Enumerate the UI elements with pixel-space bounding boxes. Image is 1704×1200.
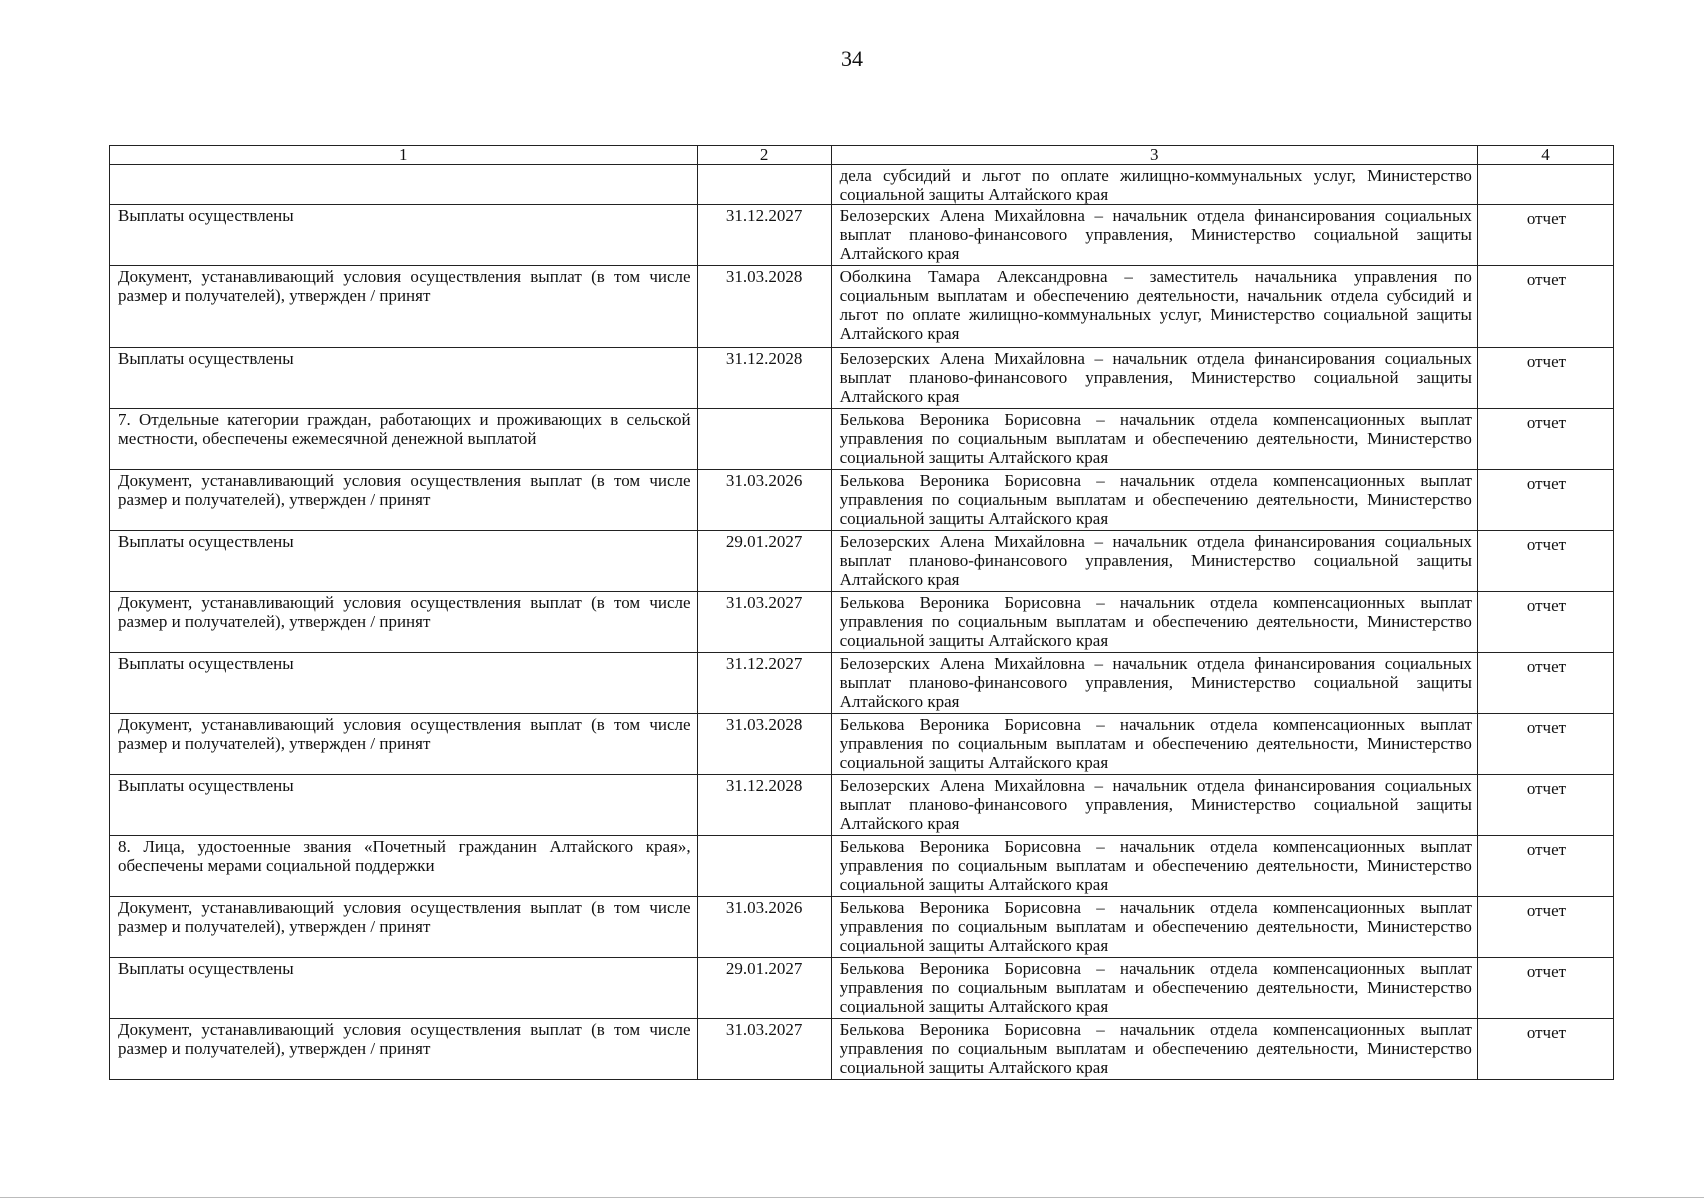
responsible-cell: Белькова Вероника Борисовна – начальник отдела компенсационных выплат управления по социальным выплатам и обеспечению деятельности, Министерство социальной защиты Алтайского края — [831, 897, 1477, 958]
date-cell: 31.12.2027 — [697, 205, 831, 266]
table-row — [110, 592, 1614, 653]
event-cell: Выплаты осуществлены — [110, 775, 698, 836]
event-cell: Выплаты осуществлены — [110, 205, 698, 266]
table-row — [110, 165, 1614, 205]
document-type-cell: отчет — [1477, 653, 1613, 714]
table-body — [110, 165, 1614, 1080]
responsible-cell: Оболкина Тамара Александровна – заместитель начальника управления по социальным выплатам и обеспечению деятельности, начальник отдела субсидий и льгот по оплате жилищно-коммунальных услуг, Министерство социальной защиты Алтайского края — [831, 266, 1477, 348]
column-number-4: 4 — [1477, 146, 1613, 165]
document-type-cell: отчет — [1477, 592, 1613, 653]
column-number-1: 1 — [110, 146, 698, 165]
event-cell: Документ, устанавливающий условия осуществления выплат (в том числе размер и получателей), утвержден / принят — [110, 470, 698, 531]
date-cell: 31.12.2027 — [697, 653, 831, 714]
date-cell: 31.12.2028 — [697, 775, 831, 836]
document-type-cell: отчет — [1477, 348, 1613, 409]
column-number-3: 3 — [831, 146, 1477, 165]
responsible-cell: Белозерских Алена Михайловна – начальник отдела финансирования социальных выплат планово-финансового управления, Министерство социальной защиты Алтайского края — [831, 531, 1477, 592]
table-row — [110, 1019, 1614, 1080]
date-cell: 31.03.2028 — [697, 714, 831, 775]
table-row — [110, 653, 1614, 714]
date-cell: 31.12.2028 — [697, 348, 831, 409]
date-cell: 31.03.2028 — [697, 266, 831, 348]
responsible-cell: Белькова Вероника Борисовна – начальник отдела компенсационных выплат управления по социальным выплатам и обеспечению деятельности, Министерство социальной защиты Алтайского края — [831, 592, 1477, 653]
event-cell: Выплаты осуществлены — [110, 531, 698, 592]
responsible-cell: Белькова Вероника Борисовна – начальник отдела компенсационных выплат управления по социальным выплатам и обеспечению деятельности, Министерство социальной защиты Алтайского края — [831, 714, 1477, 775]
page-number: 34 — [841, 46, 863, 71]
responsible-cell: Белькова Вероника Борисовна – начальник отдела компенсационных выплат управления по социальным выплатам и обеспечению деятельности, Министерство социальной защиты Алтайского края — [831, 409, 1477, 470]
date-cell — [697, 165, 831, 205]
event-cell: Документ, устанавливающий условия осуществления выплат (в том числе размер и получателей), утвержден / принят — [110, 714, 698, 775]
date-cell: 31.03.2026 — [697, 470, 831, 531]
date-cell: 31.03.2027 — [697, 592, 831, 653]
responsible-cell: Белькова Вероника Борисовна – начальник отдела компенсационных выплат управления по социальным выплатам и обеспечению деятельности, Министерство социальной защиты Алтайского края — [831, 1019, 1477, 1080]
table-row — [110, 470, 1614, 531]
responsible-cell: Белькова Вероника Борисовна – начальник отдела компенсационных выплат управления по социальным выплатам и обеспечению деятельности, Министерство социальной защиты Алтайского края — [831, 958, 1477, 1019]
document-type-cell — [1477, 165, 1613, 205]
document-type-cell: отчет — [1477, 470, 1613, 531]
responsible-cell: дела субсидий и льгот по оплате жилищно-коммунальных услуг, Министерство социальной защиты Алтайского края — [831, 165, 1477, 205]
document-type-cell: отчет — [1477, 1019, 1613, 1080]
event-cell: Выплаты осуществлены — [110, 958, 698, 1019]
document-type-cell: отчет — [1477, 409, 1613, 470]
responsible-cell: Белозерских Алена Михайловна – начальник отдела финансирования социальных выплат планово-финансового управления, Министерство социальной защиты Алтайского края — [831, 205, 1477, 266]
date-cell: 31.03.2026 — [697, 897, 831, 958]
responsible-cell: Белозерских Алена Михайловна – начальник отдела финансирования социальных выплат планово-финансового управления, Министерство социальной защиты Алтайского края — [831, 775, 1477, 836]
event-cell: 8. Лица, удостоенные звания «Почетный гражданин Алтайского края», обеспечены мерами социальной поддержки — [110, 836, 698, 897]
event-cell: Выплаты осуществлены — [110, 653, 698, 714]
event-cell — [110, 165, 698, 205]
date-cell — [697, 409, 831, 470]
table-row — [110, 714, 1614, 775]
event-cell: Документ, устанавливающий условия осуществления выплат (в том числе размер и получателей), утвержден / принят — [110, 897, 698, 958]
page-bottom-divider — [0, 1197, 1704, 1198]
table-row — [110, 897, 1614, 958]
event-cell: Выплаты осуществлены — [110, 348, 698, 409]
document-type-cell: отчет — [1477, 775, 1613, 836]
event-cell: Документ, устанавливающий условия осуществления выплат (в том числе размер и получателей), утвержден / принят — [110, 592, 698, 653]
table-row — [110, 205, 1614, 266]
document-type-cell: отчет — [1477, 958, 1613, 1019]
event-cell: Документ, устанавливающий условия осуществления выплат (в том числе размер и получателей), утвержден / принят — [110, 266, 698, 348]
responsible-cell: Белозерских Алена Михайловна – начальник отдела финансирования социальных выплат планово-финансового управления, Министерство социальной защиты Алтайского края — [831, 653, 1477, 714]
table-row — [110, 409, 1614, 470]
document-type-cell: отчет — [1477, 897, 1613, 958]
event-cell: Документ, устанавливающий условия осуществления выплат (в том числе размер и получателей), утвержден / принят — [110, 1019, 698, 1080]
date-cell: 29.01.2027 — [697, 958, 831, 1019]
table-row — [110, 266, 1614, 348]
date-cell: 29.01.2027 — [697, 531, 831, 592]
responsible-cell: Белькова Вероника Борисовна – начальник отдела компенсационных выплат управления по социальным выплатам и обеспечению деятельности, Министерство социальной защиты Алтайского края — [831, 836, 1477, 897]
table-row — [110, 531, 1614, 592]
date-cell — [697, 836, 831, 897]
responsible-cell: Белькова Вероника Борисовна – начальник отдела компенсационных выплат управления по социальным выплатам и обеспечению деятельности, Министерство социальной защиты Алтайского края — [831, 470, 1477, 531]
table-row — [110, 348, 1614, 409]
table-row — [110, 958, 1614, 1019]
column-number-2: 2 — [697, 146, 831, 165]
document-type-cell: отчет — [1477, 714, 1613, 775]
plan-table — [109, 145, 1614, 1080]
document-type-cell: отчет — [1477, 205, 1613, 266]
column-number-row — [110, 146, 1614, 165]
document-type-cell: отчет — [1477, 836, 1613, 897]
event-cell: 7. Отдельные категории граждан, работающих и проживающих в сельской местности, обеспечены ежемесячной денежной выплатой — [110, 409, 698, 470]
date-cell: 31.03.2027 — [697, 1019, 831, 1080]
document-type-cell: отчет — [1477, 531, 1613, 592]
table-row — [110, 836, 1614, 897]
responsible-cell: Белозерских Алена Михайловна – начальник отдела финансирования социальных выплат планово-финансового управления, Министерство социальной защиты Алтайского края — [831, 348, 1477, 409]
document-type-cell: отчет — [1477, 266, 1613, 348]
table-row — [110, 775, 1614, 836]
